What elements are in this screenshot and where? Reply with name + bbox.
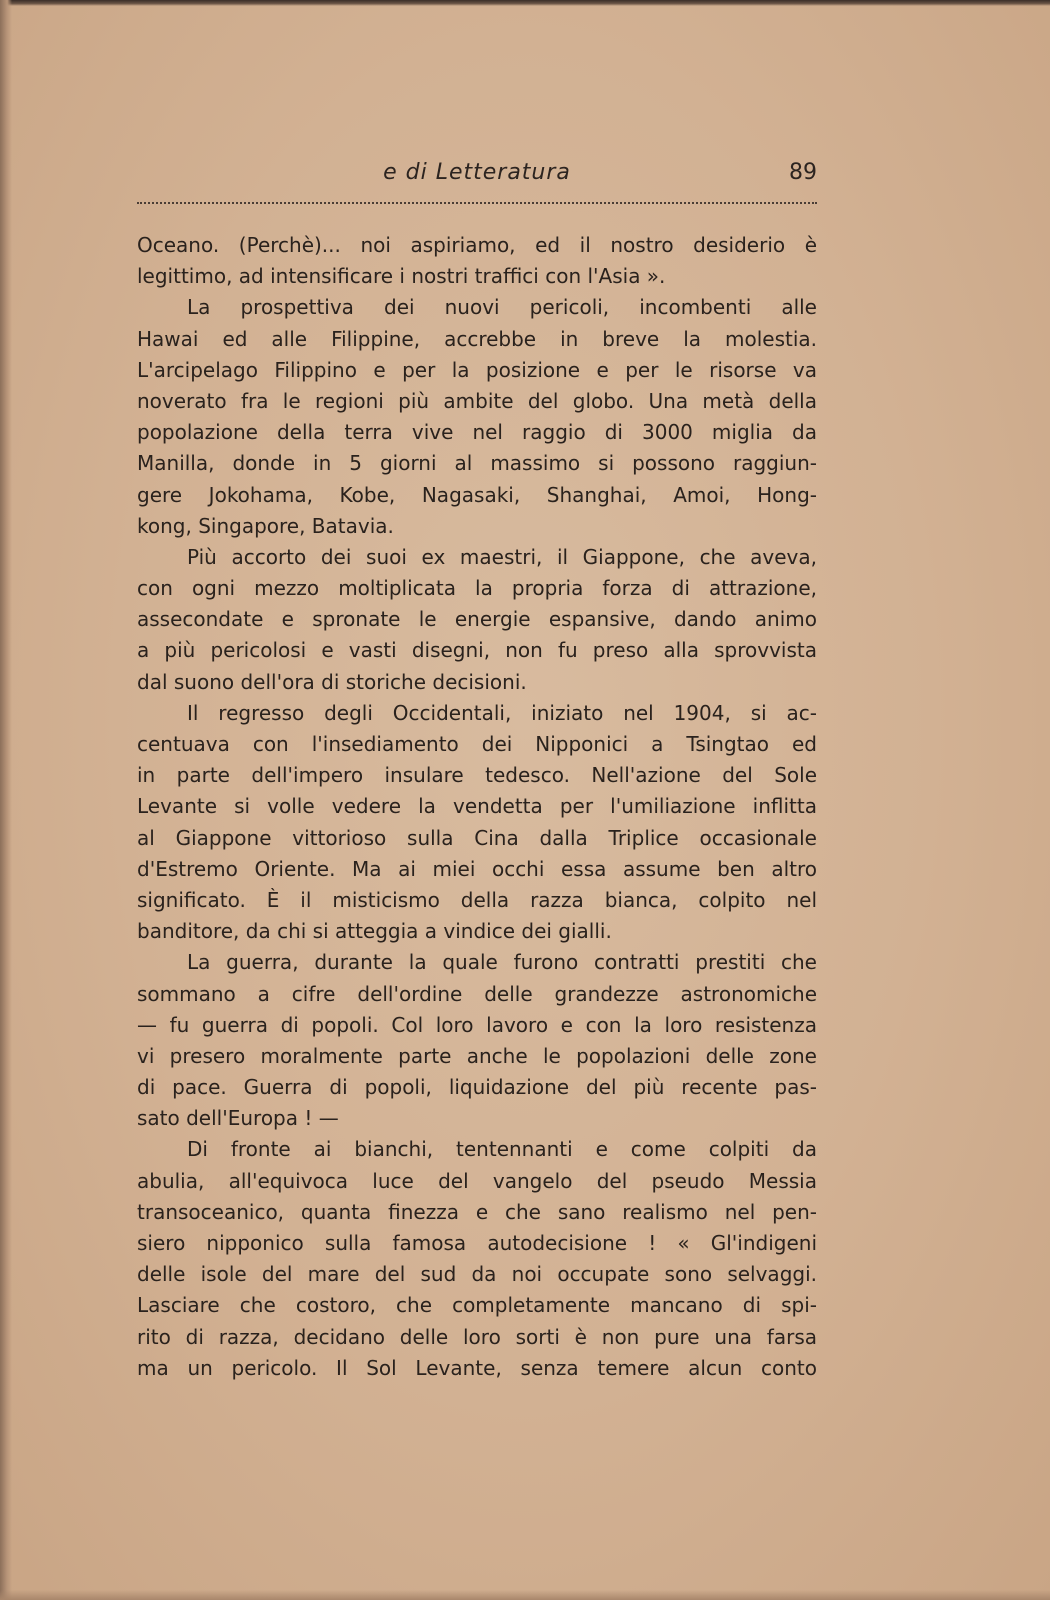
text-line: d'Estremo Oriente. Ma ai miei occhi essa assume ben altro bbox=[137, 856, 817, 881]
text-line: abulia, all'equivoca luce del vangelo del pseudo Messia bbox=[137, 1168, 817, 1193]
text-line: transoceanico, quanta finezza e che sano realismo nel pen- bbox=[137, 1199, 817, 1224]
text-line: legittimo, ad intensificare i nostri traffici con l'Asia ». bbox=[137, 264, 666, 289]
header-dotted-rule bbox=[137, 202, 817, 204]
text-line: kong, Singapore, Batavia. bbox=[137, 513, 394, 538]
text-line: centuava con l'insediamento dei Nipponici a Tsingtao ed bbox=[137, 732, 817, 756]
text-line: rito di razza, decidano delle loro sorti è non pure una farsa bbox=[137, 1324, 817, 1349]
text-line: Più accorto dei suoi ex maestri, il Giappone, che aveva, bbox=[187, 544, 817, 569]
text-line: — fu guerra di popoli. Col loro lavoro e con la loro resistenza bbox=[137, 1012, 817, 1037]
text-line: Oceano. (Perchè)... noi aspiriamo, ed il nostro desiderio è bbox=[137, 233, 817, 257]
text-line: Manilla, donde in 5 giorni al massimo si possono raggiun- bbox=[137, 451, 817, 476]
page-top-edge bbox=[0, 0, 1050, 6]
text-line: popolazione della terra vive nel raggio di 3000 miglia da bbox=[137, 420, 817, 445]
page-left-edge bbox=[0, 0, 12, 1600]
text-line: a più pericolosi e vasti disegni, non fu preso alla sprovvista bbox=[137, 638, 817, 663]
text-line: al Giappone vittorioso sulla Cina dalla Triplice occasionale bbox=[137, 825, 817, 850]
text-line: Lasciare che costoro, che completamente mancano di spi- bbox=[137, 1293, 817, 1318]
text-line: ma un pericolo. Il Sol Levante, senza temere alcun conto bbox=[137, 1355, 817, 1380]
text-line: con ogni mezzo moltiplicata la propria forza di attrazione, bbox=[137, 576, 817, 601]
text-line: significato. È il misticismo della razza bianca, colpito nel bbox=[137, 887, 817, 912]
page-bottom-edge bbox=[0, 1590, 1050, 1600]
text-line: in parte dell'impero insulare tedesco. Nell'azione del Sole bbox=[137, 763, 817, 788]
text-line: delle isole del mare del sud da noi occupate sono selvaggi. bbox=[137, 1262, 817, 1287]
text-line: siero nipponico sulla famosa autodecisione ! « Gl'indigeni bbox=[137, 1231, 817, 1255]
text-line: di pace. Guerra di popoli, liquidazione del più recente pas- bbox=[137, 1075, 817, 1100]
text-line: banditore, da chi si atteggia a vindice dei gialli. bbox=[137, 919, 612, 944]
text-line: gere Jokohama, Kobe, Nagasaki, Shanghai, Amoi, Hong- bbox=[137, 482, 817, 507]
text-line: Levante si volle vedere la vendetta per l'umiliazione inflitta bbox=[137, 794, 817, 819]
text-line: La prospettiva dei nuovi pericoli, incombenti alle bbox=[187, 295, 817, 320]
text-line: noverato fra le regioni più ambite del globo. Una metà della bbox=[137, 388, 817, 413]
text-line: Di fronte ai bianchi, tentennanti e come colpiti da bbox=[187, 1137, 817, 1162]
text-line: Hawai ed alle Filippine, accrebbe in breve la molestia. bbox=[137, 326, 817, 351]
body-text bbox=[137, 230, 817, 1384]
text-line: La guerra, durante la quale furono contratti prestiti che bbox=[187, 950, 817, 975]
page-number: 89 bbox=[789, 160, 817, 185]
text-line: assecondate e spronate le energie espansive, dando animo bbox=[137, 607, 817, 632]
text-line: L'arcipelago Filippino e per la posizione e per le risorse va bbox=[137, 357, 817, 382]
text-line: Il regresso degli Occidentali, iniziato nel 1904, si ac- bbox=[187, 700, 817, 725]
text-line: sato dell'Europa ! — bbox=[137, 1106, 339, 1131]
text-line: dal suono dell'ora di storiche decisioni. bbox=[137, 669, 527, 694]
page-header bbox=[137, 160, 817, 200]
running-title: e di Letteratura bbox=[383, 160, 571, 185]
text-line: sommano a cifre dell'ordine delle grandezze astronomiche bbox=[137, 981, 817, 1006]
text-line: vi presero moralmente parte anche le popolazioni delle zone bbox=[137, 1043, 817, 1068]
